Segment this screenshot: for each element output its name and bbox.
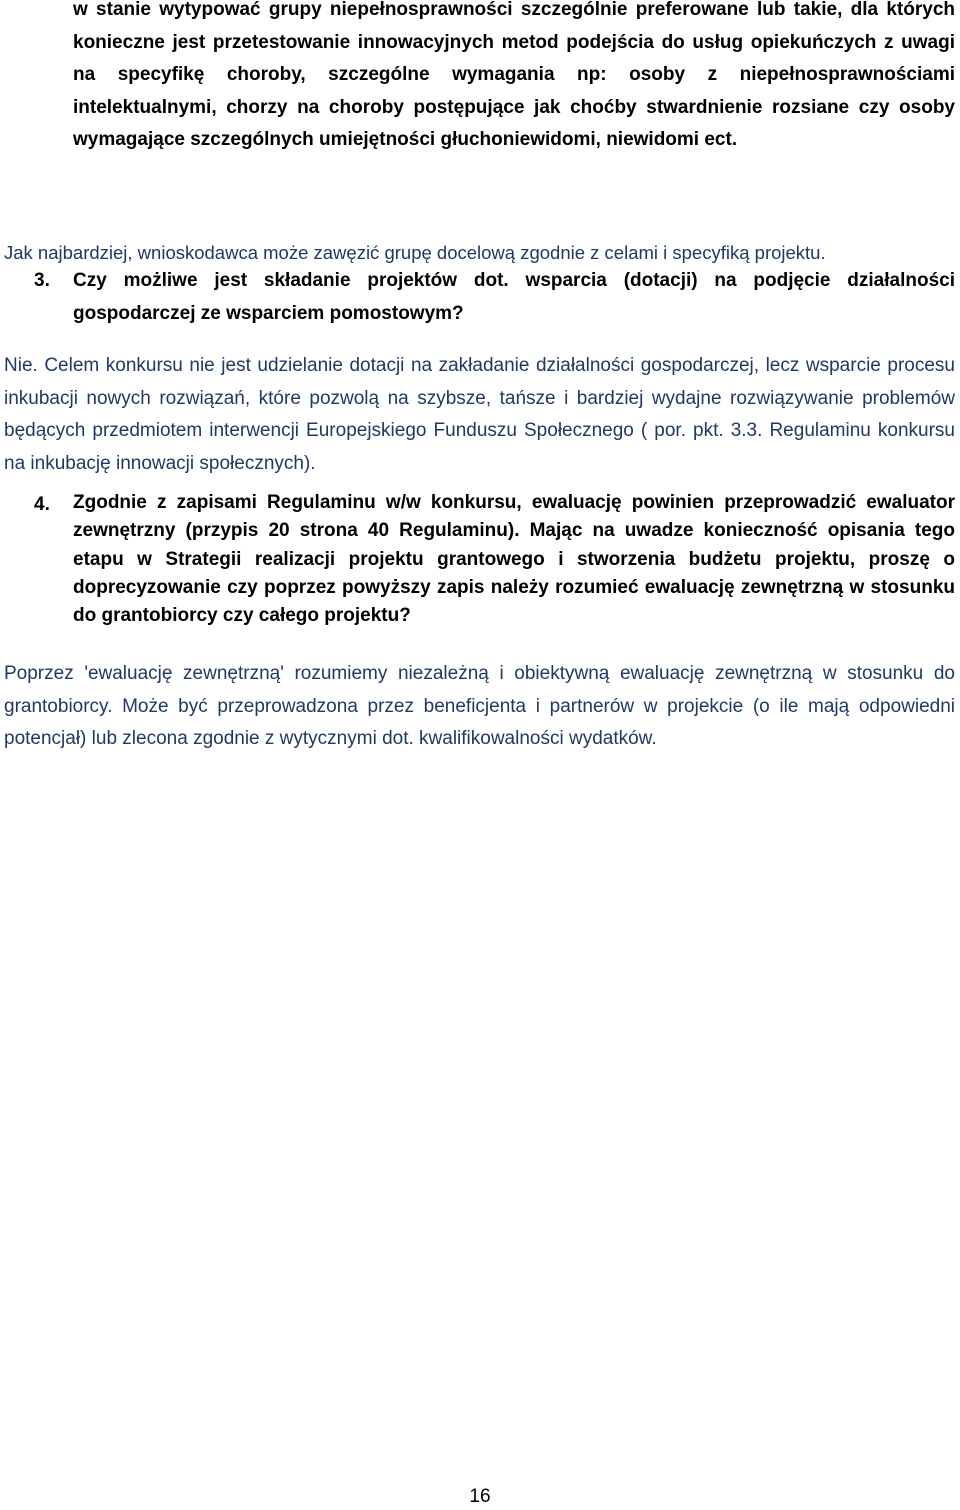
question-3-text: Czy możliwe jest składanie projektów dot. wsparcia (dotacji) na podjęcie działalności gospodarczej ze wsparciem pomostowym?	[73, 270, 955, 324]
question-4-number: 4.	[34, 494, 50, 515]
page-number: 16	[469, 1486, 491, 1507]
question-4-text: Zgodnie z zapisami Regulaminu w/w konkursu, ewaluację powinien przeprowadzić ewaluator zewnętrzny (przypis 20 strona 40 Regulaminu). Mając na uwadze konieczność opisania tego etapu w Strategii realizacji projektu grantowego i stworzenia budżetu projektu, proszę o doprecyzowanie czy poprzez powyższy zapis należy rozumieć ewaluację zewnętrzną w stosunku do grantobiorcy czy całego projektu?	[73, 492, 955, 627]
answer-4: Poprzez 'ewaluację zewnętrzną' rozumiemy niezależną i obiektywną ewaluację zewnętrzną w stosunku do grantobiorcy. Może być przeprowadzona przez beneficjenta i partnerów w projekcie (o ile mają odpowiedni potencjał) lub zlecona zgodnie z wytycznymi dot. kwalifikowalności wydatków.	[4, 663, 955, 749]
question-3-number: 3.	[34, 270, 50, 291]
answer-2: Jak najbardziej, wnioskodawca może zawęzić grupę docelową zgodnie z celami i specyfiką projektu.	[4, 242, 826, 263]
answer-3: Nie. Celem konkursu nie jest udzielanie dotacji na zakładanie działalności gospodarczej, lecz wsparcie procesu inkubacji nowych rozwiązań, które pozwolą na szybsze, tańsze i bardziej wydajne rozwiązywanie problemów będących przedmiotem interwencji Europejskiego Funduszu Społecznego ( por. pkt. 3.3. Regulaminu konkursu na inkubację innowacji społecznych).	[4, 355, 955, 474]
question-2-continuation: w stanie wytypować grupy niepełnosprawności szczególnie preferowane lub takie, dla których konieczne jest przetestowanie innowacyjnych metod podejścia do usług opiekuńczych z uwagi na specyfikę choroby, szczególne wymagania np: osoby z niepełnosprawnościami intelektualnymi, chorzy na choroby postępujące jak choćby stwardnienie rozsiane czy osoby wymagające szczególnych umiejętności głuchoniewidomi, niewidomi ect.	[73, 0, 955, 150]
